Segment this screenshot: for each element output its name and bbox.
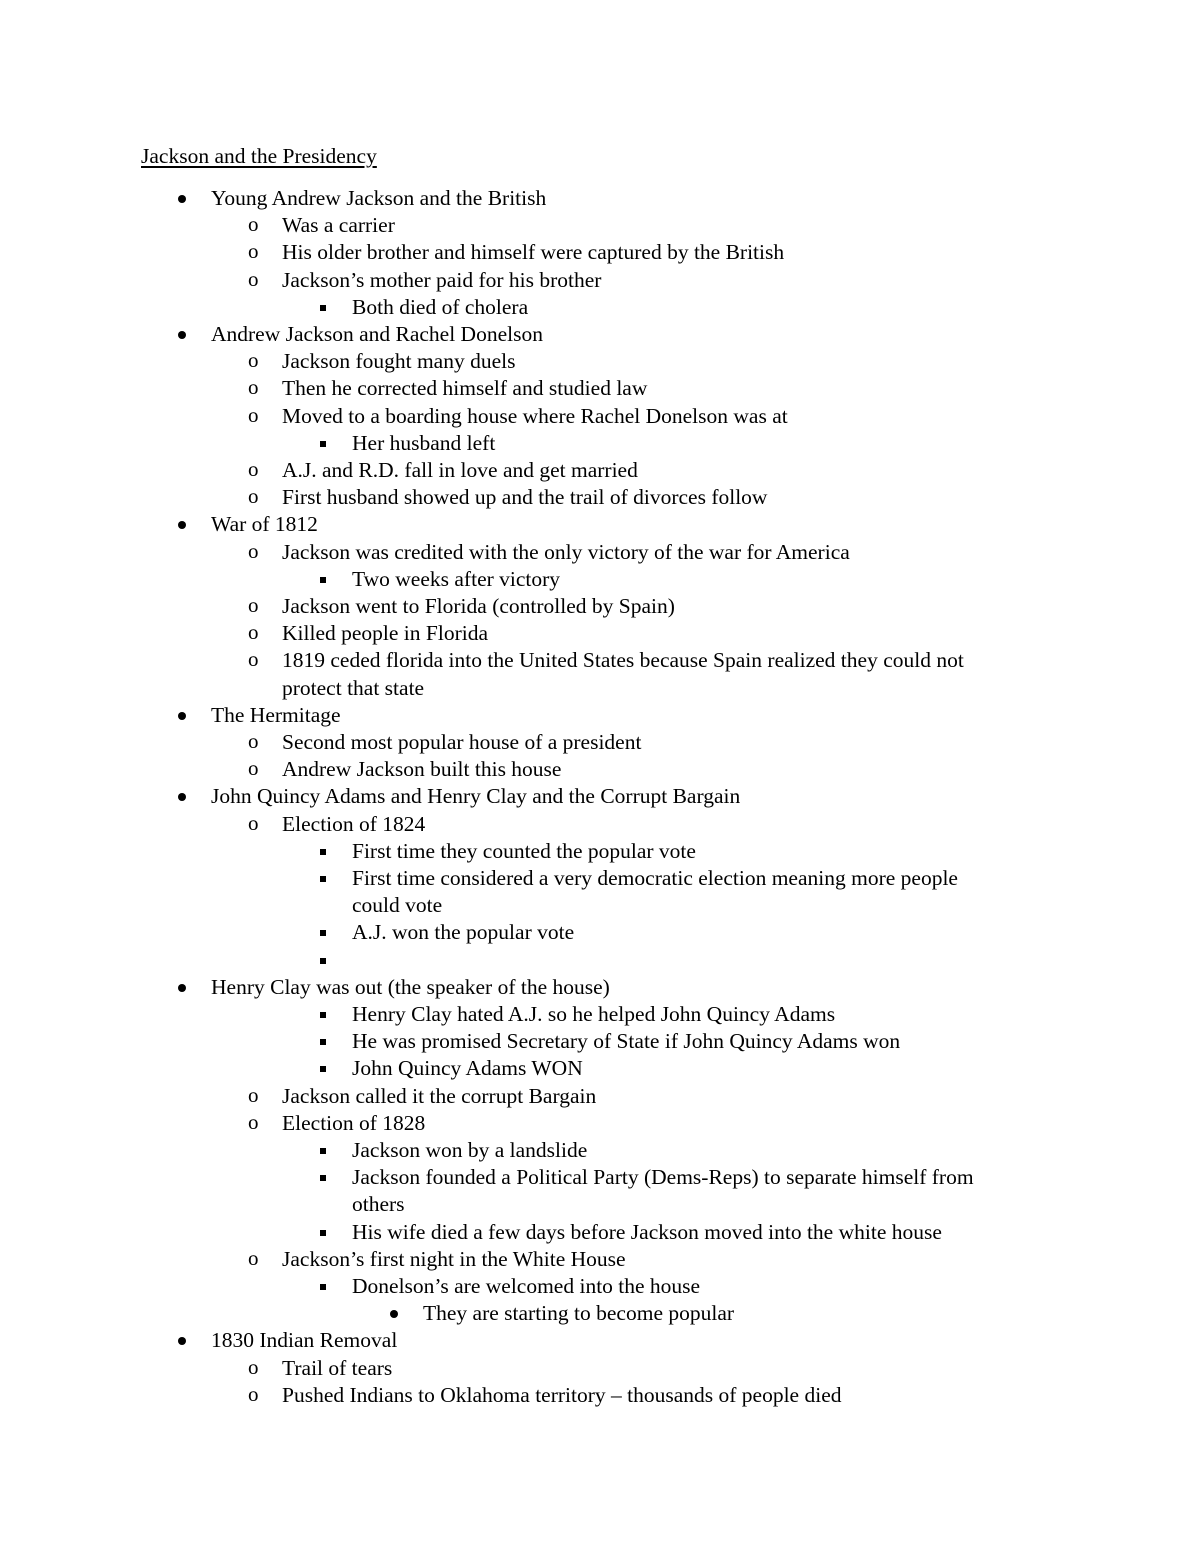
list-item-continuation: protect that state [282, 675, 425, 700]
bullet-circle-icon: o [248, 1245, 259, 1270]
list-item-level-3: Jackson founded a Political Party (Dems-Reps) to separate himself from [352, 1165, 974, 1190]
list-item-level-1: Andrew Jackson and Rachel Donelson [211, 322, 543, 346]
bullet-circle-icon: o [248, 239, 259, 264]
list-item-level-3: Her husband left [352, 430, 496, 455]
list-item-level-2: Jackson’s first night in the White House [282, 1246, 626, 1271]
list-item-level-3: First time considered a very democratic election meaning more people [352, 866, 958, 890]
list-item-level-1: Henry Clay was out (the speaker of the house) [211, 974, 610, 999]
bullet-circle-icon: o [248, 538, 259, 563]
list-item-level-2: Election of 1824 [282, 811, 426, 836]
bullet-square-icon [320, 441, 326, 447]
bullet-disc-icon [178, 793, 186, 801]
list-item-level-1: Young Andrew Jackson and the British [211, 186, 547, 210]
bullet-disc-icon [178, 984, 186, 992]
bullet-disc-icon [178, 195, 186, 203]
bullet-square-icon [320, 1039, 326, 1045]
list-item-level-2: Pushed Indians to Oklahoma territory – thousands of people died [282, 1382, 842, 1407]
list-item-level-1: John Quincy Adams and Henry Clay and the Corrupt Bargain [211, 784, 741, 809]
bullet-circle-icon: o [248, 212, 259, 237]
bullet-circle-icon: o [248, 375, 259, 400]
list-item-continuation: others [352, 1192, 405, 1217]
list-item-level-2: Jackson fought many duels [282, 349, 516, 374]
list-item-level-2: Second most popular house of a president [282, 730, 642, 754]
list-item-level-2: Jackson was credited with the only victory of the war for America [282, 539, 850, 564]
bullet-disc-icon [390, 1310, 398, 1318]
list-item-level-3: Jackson won by a landslide [352, 1138, 588, 1162]
list-item-level-3: First time they counted the popular vote [352, 838, 696, 863]
bullet-circle-icon: o [248, 1381, 259, 1406]
list-item-level-1: War of 1812 [211, 512, 318, 537]
list-item-level-2: Was a carrier [282, 213, 395, 238]
bullet-circle-icon: o [248, 402, 259, 427]
bullet-square-icon [320, 1148, 326, 1154]
list-item-level-3: His wife died a few days before Jackson moved into the white house [352, 1219, 942, 1244]
list-item-level-2: Jackson went to Florida (controlled by Spain) [282, 594, 675, 618]
list-item-level-2: First husband showed up and the trail of divorces follow [282, 485, 768, 510]
list-item-level-2: Moved to a boarding house where Rachel Donelson was at [282, 403, 788, 428]
list-item-level-2: Andrew Jackson built this house [282, 757, 562, 782]
bullet-circle-icon: o [248, 1109, 259, 1134]
list-item-continuation: could vote [352, 893, 443, 918]
list-item-level-2: 1819 ceded florida into the United States because Spain realized they could not [282, 648, 964, 673]
bullet-circle-icon: o [248, 756, 259, 781]
bullet-circle-icon: o [248, 729, 259, 753]
list-item-level-2: His older brother and himself were captured by the British [282, 240, 785, 265]
bullet-square-icon [320, 876, 326, 882]
list-item-level-1: The Hermitage [211, 702, 341, 727]
bullet-square-icon [320, 305, 326, 311]
list-item-level-1: 1830 Indian Removal [211, 1328, 398, 1353]
bullet-disc-icon [178, 521, 186, 529]
bullet-square-icon [320, 1175, 326, 1181]
bullet-square-icon [320, 1066, 326, 1072]
bullet-circle-icon: o [248, 348, 259, 373]
bullet-circle-icon: o [248, 1082, 259, 1107]
bullet-circle-icon: o [248, 457, 259, 481]
list-item-level-2: Jackson’s mother paid for his brother [282, 267, 602, 292]
bullet-disc-icon [178, 712, 186, 720]
list-item-level-3: He was promised Secretary of State if John Quincy Adams won [352, 1029, 901, 1054]
bullet-disc-icon [178, 1337, 186, 1345]
document-title: Jackson and the Presidency [141, 144, 377, 168]
bullet-circle-icon: o [248, 266, 259, 291]
list-item-level-2: Jackson called it the corrupt Bargain [282, 1083, 597, 1108]
bullet-square-icon [320, 849, 326, 855]
list-item-level-3: Henry Clay hated A.J. so he helped John Quincy Adams [352, 1002, 836, 1026]
list-item-level-3: Two weeks after victory [352, 566, 561, 591]
bullet-square-icon [320, 1284, 326, 1290]
list-item-level-2: Election of 1828 [282, 1110, 426, 1135]
bullet-square-icon [320, 1230, 326, 1236]
list-item-level-2: Trail of tears [282, 1355, 393, 1380]
list-item-level-3: Donelson’s are welcomed into the house [352, 1274, 701, 1298]
list-item-level-3: John Quincy Adams WON [352, 1056, 583, 1081]
list-item-level-3: A.J. won the popular vote [352, 920, 575, 945]
bullet-square-icon [320, 1012, 326, 1018]
list-item-level-2: Then he corrected himself and studied law [282, 376, 648, 401]
bullet-circle-icon: o [248, 620, 259, 645]
bullet-circle-icon: o [248, 1354, 259, 1379]
bullet-circle-icon: o [248, 647, 259, 672]
list-item-level-2: Killed people in Florida [282, 621, 489, 646]
list-item-level-3: Both died of cholera [352, 294, 529, 319]
bullet-square-icon [320, 577, 326, 583]
bullet-square-icon [320, 930, 326, 936]
list-item-level-2: A.J. and R.D. fall in love and get married [282, 458, 638, 482]
list-item-level-4: They are starting to become popular [423, 1301, 735, 1326]
bullet-disc-icon [178, 331, 186, 339]
bullet-circle-icon: o [248, 810, 259, 835]
bullet-circle-icon: o [248, 593, 259, 617]
bullet-circle-icon: o [248, 484, 259, 509]
bullet-square-icon [320, 958, 326, 964]
